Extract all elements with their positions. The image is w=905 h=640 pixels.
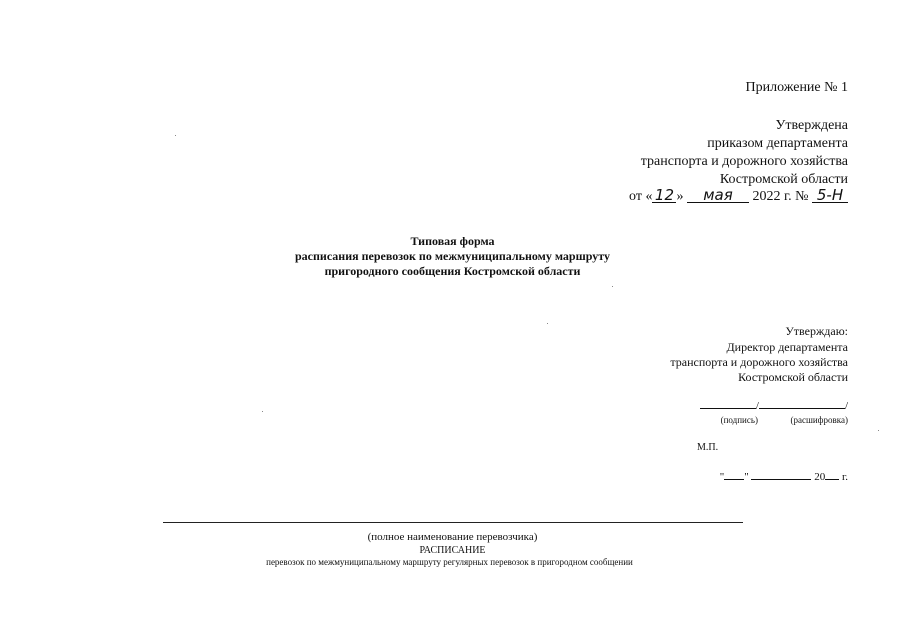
carrier-caption: (полное наименование перевозчика) xyxy=(367,531,538,543)
order-number-handwritten: 5-Н xyxy=(812,188,848,203)
signature-slash-2: / xyxy=(844,400,848,412)
signature-slash-1: / xyxy=(755,400,759,412)
approve-line-3: транспорта и дорожного хозяйства xyxy=(670,355,848,369)
form-title-line-3: пригородного сообщения Костромской области xyxy=(324,264,581,278)
approve-month-blank xyxy=(751,469,811,480)
date-mid: » xyxy=(676,189,684,204)
signature-blank xyxy=(700,398,756,409)
appendix-label: Приложение № 1 xyxy=(745,80,848,95)
approval-line-3: транспорта и дорожного хозяйства xyxy=(640,154,848,169)
date-month-handwritten: мая xyxy=(687,188,749,203)
approve-day-blank xyxy=(724,469,744,480)
form-title xyxy=(0,234,905,279)
form-title-line-1: Типовая форма xyxy=(410,234,495,248)
form-title-line-2: расписания перевозок по межмуниципальному маршруту xyxy=(295,249,610,263)
stamp-label: М.П. xyxy=(697,442,719,453)
approve-date-quote-2: " xyxy=(744,471,749,483)
approve-line-1: Утверждаю: xyxy=(785,324,848,338)
approve-date-quote-1: " xyxy=(719,471,725,483)
decode-caption: (расшифровка) xyxy=(790,415,848,425)
date-prefix: от « xyxy=(629,189,653,204)
approval-line-4: Костромской области xyxy=(719,172,848,187)
scan-speck xyxy=(547,323,548,324)
scan-speck xyxy=(878,430,879,431)
approve-line-4: Костромской области xyxy=(738,370,848,384)
schedule-subtitle: перевозок по межмуниципальному маршруту регулярных перевозок в пригородном сообщении xyxy=(266,557,633,567)
approve-date-year: 20 xyxy=(814,471,826,483)
approval-line-2: приказом департамента xyxy=(707,136,848,151)
scan-speck xyxy=(612,286,613,287)
schedule-title: РАСПИСАНИЕ xyxy=(419,545,486,556)
decode-blank xyxy=(759,398,845,409)
approve-date-line xyxy=(720,469,848,483)
signature-line xyxy=(700,398,848,412)
date-year-number: 2022 г. № xyxy=(752,189,809,204)
signature-captions xyxy=(721,415,848,425)
approval-line-1: Утверждена xyxy=(775,118,848,133)
scan-speck xyxy=(262,411,263,412)
approve-year-blank xyxy=(825,469,839,480)
approval-date-line xyxy=(629,188,848,205)
carrier-name-line xyxy=(163,522,743,523)
date-day-handwritten: 12 xyxy=(652,188,676,203)
approve-line-2: Директор департамента xyxy=(726,340,848,354)
approve-date-suffix: г. xyxy=(841,471,848,483)
scan-speck xyxy=(175,135,176,136)
signature-caption: (подпись) xyxy=(720,415,758,425)
